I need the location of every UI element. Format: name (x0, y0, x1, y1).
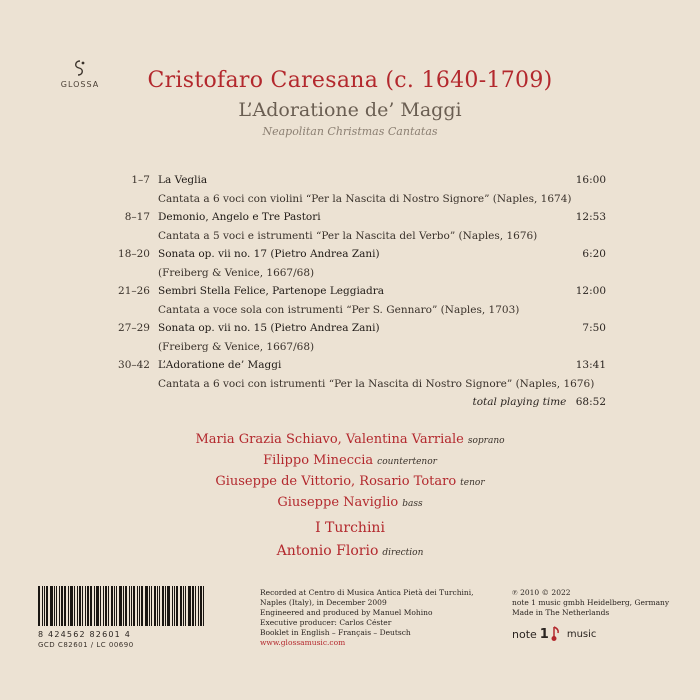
barcode-bar (188, 586, 191, 626)
barcode-bar (90, 586, 92, 626)
performer-line (0, 451, 700, 472)
copyright-line: ℗ 2010 © 2022 (512, 588, 571, 597)
barcode-bar (56, 586, 57, 626)
barcode-bar (82, 586, 83, 626)
label-name: GLOSSA (60, 80, 100, 89)
track-number: 18–20 (118, 248, 150, 260)
track-title: Sonata op. vii no. 15 (Pietro Andrea Zani) (158, 322, 380, 334)
performer-role: bass (402, 499, 423, 509)
barcode-bar (96, 586, 99, 626)
track-subtitle: Cantata a 6 voci con istrumenti “Per la Nascita di Nostro Signore” (Naples, 1676) (158, 378, 595, 390)
track-time: 7:50 (582, 322, 606, 334)
track-title: Demonio, Angelo e Tre Pastori (158, 211, 321, 223)
track-row (108, 285, 606, 322)
track-number: 21–26 (118, 285, 150, 297)
performer-line (0, 493, 700, 514)
barcode-bar (137, 586, 138, 626)
track-subtitle: Cantata a 5 voci e istrumenti “Per la Nascita del Verbo” (Naples, 1676) (158, 230, 538, 242)
barcode-bar (192, 586, 194, 626)
credit-line: Naples (Italy), in December 2009 (260, 598, 387, 607)
track-subtitle: Cantata a voce sola con istrumenti “Per S. Gennaro” (Naples, 1703) (158, 304, 520, 316)
track-time: 12:53 (575, 211, 606, 223)
barcode-bar (165, 586, 166, 626)
barcode-bar (167, 586, 170, 626)
barcode-bar (151, 586, 152, 626)
barcode-bar (64, 586, 66, 626)
track-time: 13:41 (575, 359, 606, 371)
barcode-bar (38, 586, 40, 626)
music-word: music (566, 628, 597, 640)
barcode-bar (85, 586, 86, 626)
barcode-number: 8 424562 82601 4 (38, 630, 131, 639)
barcode-bar (94, 586, 95, 626)
composer: Cristofaro Caresana (c. 1640-1709) (147, 68, 553, 93)
barcode-bar (195, 586, 196, 626)
barcode-bar (70, 586, 73, 626)
barcode-bar (183, 586, 184, 626)
barcode-bars (38, 586, 238, 626)
made-in-line: Made in The Netherlands (512, 608, 610, 617)
note1-one: 1 (539, 626, 549, 642)
barcode-bar (119, 586, 122, 626)
barcode-bar (133, 586, 135, 626)
total-time: 68:52 (575, 396, 606, 408)
barcode-bar (74, 586, 75, 626)
barcode-bar (42, 586, 43, 626)
barcode-bar (116, 586, 117, 626)
total-playing-time (108, 396, 606, 412)
album-subtitle: Neapolitan Christmas Cantatas (262, 125, 438, 138)
performer-names: Filippo Mineccia (263, 453, 374, 468)
director-role: direction (382, 548, 424, 558)
recording-credits (260, 588, 500, 648)
track-row (108, 322, 606, 359)
track-subtitle: Cantata a 6 voci con violini “Per la Nascita di Nostro Signore” (Naples, 1674) (158, 193, 572, 205)
barcode-bar (200, 586, 202, 626)
barcode-bar (100, 586, 101, 626)
barcode-bar (87, 586, 89, 626)
track-number: 1–7 (131, 174, 150, 186)
barcode-bar (159, 586, 160, 626)
tracklist (108, 174, 606, 412)
barcode-bar (139, 586, 140, 626)
barcode-bar (145, 586, 148, 626)
performers (0, 430, 700, 514)
barcode-bar (180, 586, 182, 626)
barcode-bar (157, 586, 158, 626)
track-time: 16:00 (575, 174, 606, 186)
track-subtitle: (Freiberg & Venice, 1667/68) (158, 341, 315, 353)
music-note-icon (551, 626, 561, 642)
track-row (108, 359, 606, 396)
track-row (108, 211, 606, 248)
track-subtitle: (Freiberg & Venice, 1667/68) (158, 267, 315, 279)
performer-names: Giuseppe de Vittorio, Rosario Totaro (215, 474, 457, 489)
credit-line: Recorded at Centro di Musica Antica Pietà dei Turchini, (260, 588, 474, 597)
barcode-bar (114, 586, 115, 626)
note1-music-logo (512, 622, 622, 646)
ensemble-block (0, 516, 700, 564)
credit-line: Booklet in English – Français – Deutsch (260, 628, 411, 637)
performer-line (0, 430, 700, 451)
barcode-bar (111, 586, 113, 626)
barcode-bar (59, 586, 60, 626)
ensemble-name: I Turchini (315, 520, 385, 536)
barcode-bar (105, 586, 107, 626)
website-link[interactable]: www.glossamusic.com (260, 638, 346, 647)
barcode-bar (174, 586, 175, 626)
barcode-bar (123, 586, 124, 626)
track-row (108, 248, 606, 285)
barcode (38, 586, 238, 649)
header (0, 68, 700, 138)
catalog-number: GCD C82601 / LC 00690 (38, 641, 134, 649)
track-row (108, 174, 606, 211)
barcode-bar (50, 586, 53, 626)
track-title: La Veglia (158, 174, 208, 186)
company-line: note 1 music gmbh Heidelberg, Germany (512, 598, 670, 607)
performer-names: Giuseppe Naviglio (277, 495, 399, 510)
barcode-bar (141, 586, 143, 626)
barcode-bar (108, 586, 109, 626)
track-time: 12:00 (575, 285, 606, 297)
barcode-bar (198, 586, 199, 626)
track-number: 27–29 (118, 322, 150, 334)
barcode-bar (149, 586, 150, 626)
performer-role: tenor (460, 478, 485, 488)
track-number: 30–42 (118, 359, 150, 371)
track-title: L’Adoratione de’ Maggi (158, 359, 282, 371)
barcode-bar (68, 586, 69, 626)
credit-line: Engineered and produced by Manuel Mohino (260, 608, 433, 617)
barcode-bar (125, 586, 127, 626)
track-title: Sembri Stella Felice, Partenope Leggiadra (158, 285, 385, 297)
barcode-bar (203, 586, 204, 626)
performer-role: countertenor (377, 457, 437, 467)
barcode-bar (154, 586, 156, 626)
barcode-bar (176, 586, 178, 626)
director-name: Antonio Florio (276, 543, 379, 559)
track-title: Sonata op. vii no. 17 (Pietro Andrea Zani) (158, 248, 380, 260)
barcode-bar (172, 586, 173, 626)
barcode-bar (103, 586, 104, 626)
barcode-bar (54, 586, 55, 626)
barcode-bar (61, 586, 63, 626)
credit-line: Executive producer: Carlos Céster (260, 618, 392, 627)
performer-role: soprano (467, 436, 505, 446)
barcode-bar (79, 586, 81, 626)
barcode-bar (129, 586, 130, 626)
barcode-bar (162, 586, 164, 626)
performer-names: Maria Grazia Schiavo, Valentina Varriale (195, 432, 464, 447)
barcode-bar (44, 586, 45, 626)
barcode-bar (77, 586, 78, 626)
track-time: 6:20 (582, 248, 606, 260)
barcode-bar (46, 586, 48, 626)
barcode-bar (131, 586, 132, 626)
barcode-bar (185, 586, 186, 626)
performer-line (0, 472, 700, 493)
total-label: total playing time (472, 396, 567, 408)
note1-word: note (512, 627, 537, 641)
rights-info (512, 588, 682, 618)
album-title: L’Adoratione de’ Maggi (238, 99, 462, 121)
track-number: 8–17 (124, 211, 150, 223)
